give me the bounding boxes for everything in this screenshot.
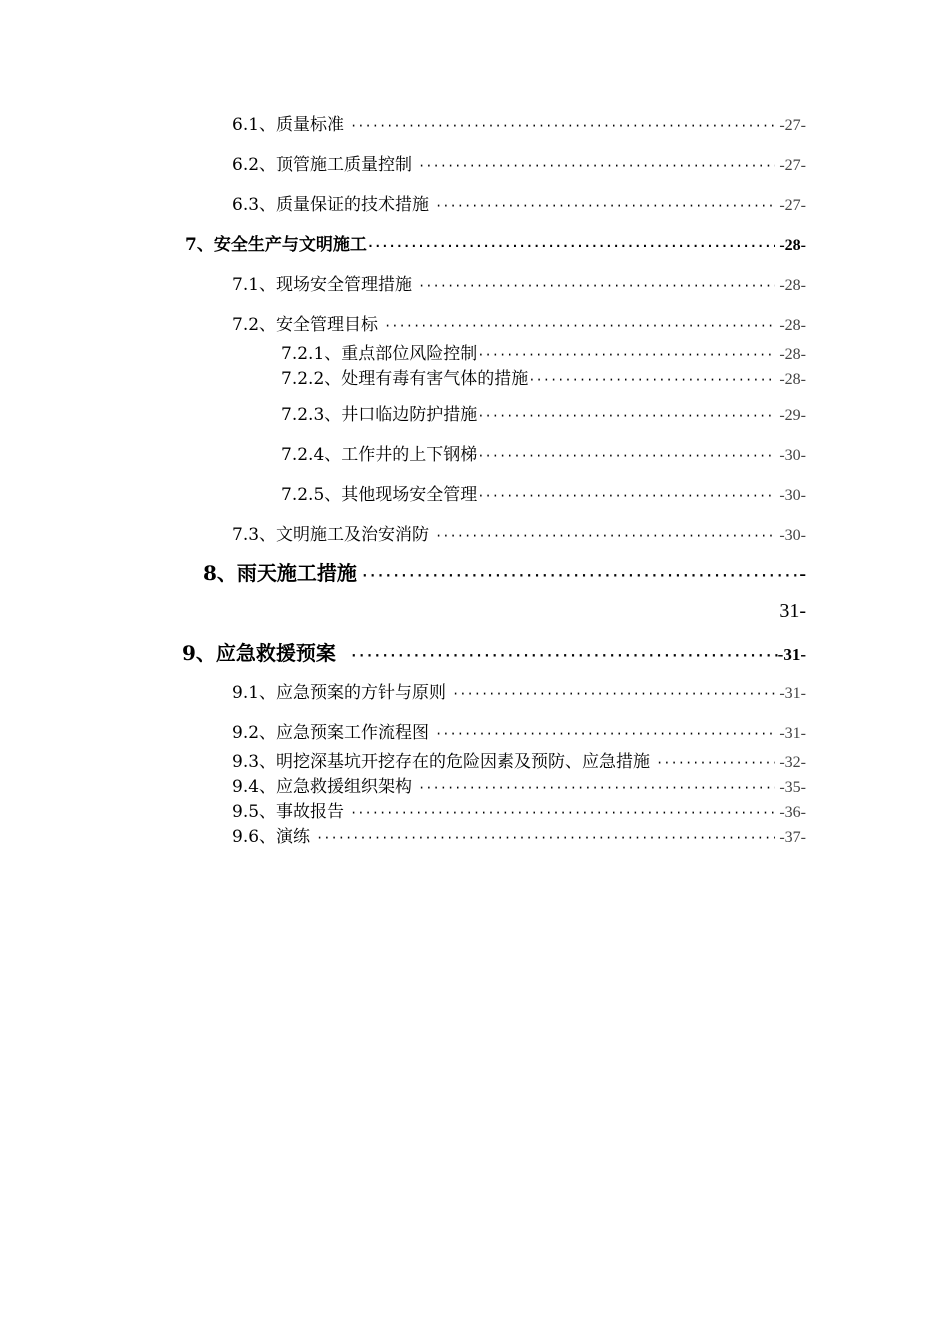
toc-entry[interactable] xyxy=(232,194,806,217)
toc-entry-label: 6.2、顶管施工质量控制 xyxy=(232,155,413,175)
dot-leader xyxy=(435,525,775,547)
dot-leader xyxy=(350,115,775,137)
toc-entry[interactable] xyxy=(232,801,806,824)
dot-leader xyxy=(316,827,775,849)
toc-entry-label: 9、应急救援预案 xyxy=(182,641,336,665)
toc-entry[interactable] xyxy=(281,484,806,507)
toc-entry-label: 7.2、安全管理目标 xyxy=(232,315,379,335)
dot-leader xyxy=(477,485,775,507)
toc-entry[interactable] xyxy=(281,368,806,391)
toc-entry[interactable] xyxy=(232,114,806,137)
toc-entry[interactable] xyxy=(232,826,806,849)
dot-leader xyxy=(477,405,775,427)
toc-entry-page: -28- xyxy=(779,346,806,363)
toc-entry-page: -28- xyxy=(779,317,806,334)
toc-entry-page: -30- xyxy=(779,527,806,544)
toc-entry-page: -37- xyxy=(779,829,806,846)
toc-entry-page-wrapped: 31- xyxy=(779,600,806,622)
toc-entry-page: -35- xyxy=(779,779,806,796)
dot-leader xyxy=(435,723,775,745)
dot-leader xyxy=(418,155,775,177)
toc-entry-page: -28- xyxy=(779,371,806,388)
dot-leader xyxy=(367,235,776,257)
toc-entry-label: 7.2.2、处理有毒有害气体的措施 xyxy=(281,369,529,389)
toc-entry-page: - xyxy=(799,563,806,585)
toc-entry[interactable] xyxy=(232,722,806,745)
toc-entry-label: 9.2、应急预案工作流程图 xyxy=(232,723,430,743)
toc-entry-label: 7、安全生产与文明施工 xyxy=(185,235,367,255)
toc-entry-label: 7.2.3、井口临边防护措施 xyxy=(281,405,478,425)
toc-entry-page: -30- xyxy=(779,487,806,504)
toc-entry[interactable] xyxy=(232,314,806,337)
toc-entry-page: -27- xyxy=(779,197,806,214)
toc-entry-label: 7.3、文明施工及治安消防 xyxy=(232,525,430,545)
toc-entry-page: -31- xyxy=(779,725,806,742)
toc-entry-page: -31- xyxy=(777,645,806,664)
toc-entry[interactable] xyxy=(232,274,806,297)
toc-entry-page: -27- xyxy=(779,157,806,174)
toc-entry[interactable] xyxy=(232,524,806,547)
toc-entry-label: 8、雨天施工措施 xyxy=(203,561,357,585)
toc-entry-label: 9.1、应急预案的方针与原则 xyxy=(232,683,447,703)
toc-entry-page: -28- xyxy=(779,277,806,294)
toc-chapter-entry[interactable] xyxy=(203,560,806,590)
dot-leader xyxy=(384,315,775,337)
toc-entry-page: -36- xyxy=(779,804,806,821)
toc-entry-page: -32- xyxy=(779,754,806,771)
dot-leader xyxy=(452,683,775,705)
toc-entry[interactable] xyxy=(281,444,806,467)
toc-entry-label: 7.2.5、其他现场安全管理 xyxy=(281,485,478,505)
toc-entry-page: -27- xyxy=(779,117,806,134)
toc-entry-label: 9.3、明挖深基坑开挖存在的危险因素及预防、应急措施 xyxy=(232,752,651,772)
toc-entry-page: -30- xyxy=(779,447,806,464)
dot-leader xyxy=(418,275,775,297)
toc-entry-label: 6.1、质量标准 xyxy=(232,115,345,135)
dot-leader xyxy=(350,644,778,670)
toc-entry[interactable] xyxy=(281,343,806,366)
dot-leader xyxy=(477,445,775,467)
toc-entry[interactable] xyxy=(232,776,806,799)
toc-entry-label: 7.2.4、工作井的上下钢梯 xyxy=(281,445,478,465)
toc-entry-label: 9.6、演练 xyxy=(232,827,311,847)
dot-leader xyxy=(361,564,799,590)
dot-leader xyxy=(656,752,775,774)
toc-entry-label: 9.4、应急救援组织架构 xyxy=(232,777,413,797)
toc-entry[interactable] xyxy=(232,682,806,705)
dot-leader xyxy=(435,195,775,217)
toc-entry-label: 7.2.1、重点部位风险控制 xyxy=(281,344,478,364)
toc-chapter-entry[interactable] xyxy=(185,234,806,257)
toc-entry-page: -28- xyxy=(779,237,806,254)
dot-leader xyxy=(477,344,775,366)
toc-entry[interactable] xyxy=(281,404,806,427)
toc-entry[interactable] xyxy=(232,154,806,177)
toc-entry-label: 6.3、质量保证的技术措施 xyxy=(232,195,430,215)
toc-entry-page: -31- xyxy=(779,685,806,702)
dot-leader xyxy=(350,802,775,824)
dot-leader xyxy=(528,369,775,391)
toc-chapter-entry[interactable] xyxy=(182,640,806,670)
toc-entry-label: 9.5、事故报告 xyxy=(232,802,345,822)
toc-entry-label: 7.1、现场安全管理措施 xyxy=(232,275,413,295)
toc-entry[interactable] xyxy=(232,751,806,774)
toc-entry-page: -29- xyxy=(779,407,806,424)
dot-leader xyxy=(418,777,775,799)
